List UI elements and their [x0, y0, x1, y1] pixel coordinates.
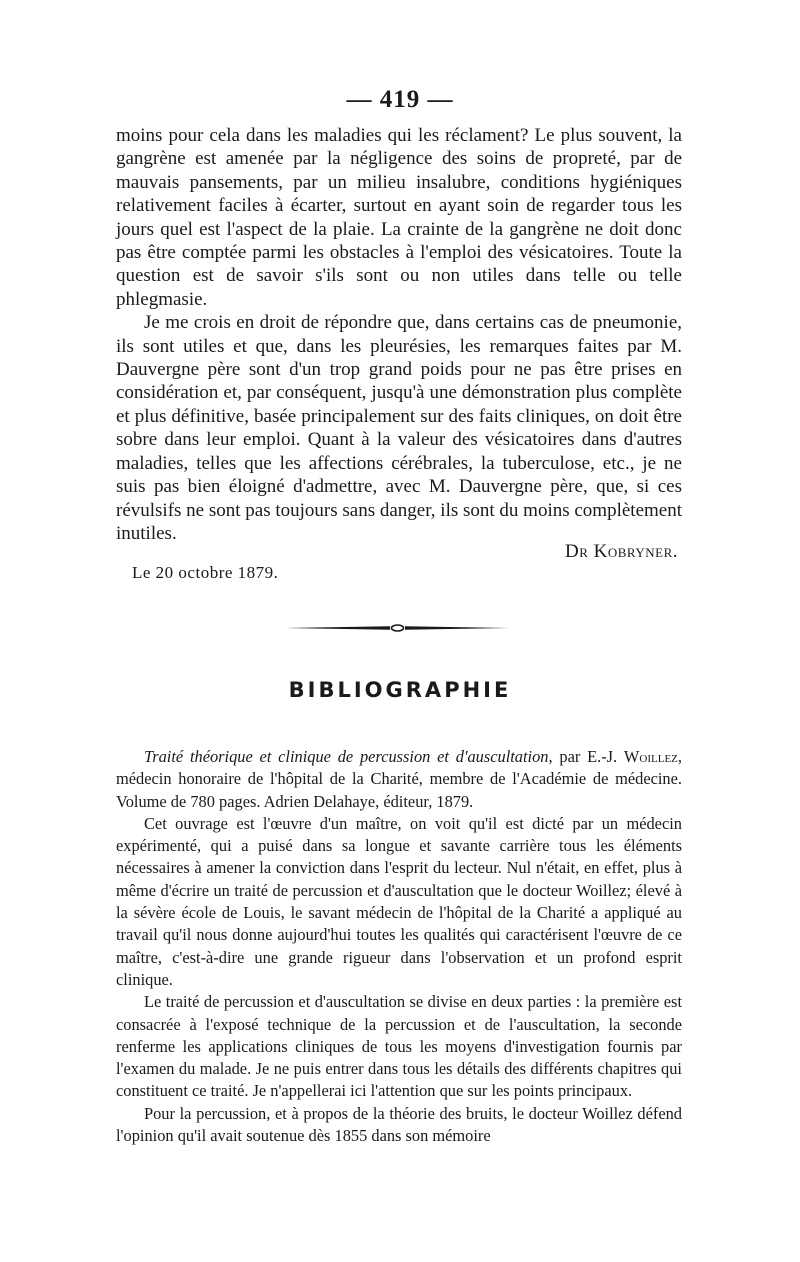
section-heading: BIBLIOGRAPHIE [288, 678, 512, 702]
paragraph: Le traité de percussion et d'auscultation se divise en deux parties : la première est consacrée à l'exposé technique de la percussion et de l'auscultation, la seconde renferme les applications cliniques de tous les moyens d'investigation fournis par l'examen du malade. Je ne puis entrer dans tous les détails des différents chapitres qui constituent ce traité. Je n'appellerai ici l'attention que sur les points principaux. [116, 992, 682, 1101]
paragraph: Cet ouvrage est l'œuvre d'un maître, on voit qu'il est dicté par un médecin expérimenté, qui a puisé dans sa longue et savante carrière tous les éléments nécessaires à amener la conviction dans l'esprit du lecteur. Nul n'était, en effet, plus à même d'écrire un traité de percussion et d'auscultation que le docteur Woillez; élevé à la sévère école de Louis, le savant médecin de l'hôpital de la Charité a appliqué au travail qu'il nous donne aujourd'hui toutes les qualités qui caractérisent l'œuvre de ce maître, c'est-à-dire une grande rigueur dans l'observation et un profond esprit clinique. [116, 813, 682, 989]
citation [116, 746, 682, 813]
signature-name: Kobryner. [593, 541, 678, 562]
paragraph: moins pour cela dans les maladies qui les réclament? Le plus souvent, la gangrène est amenée par la négligence des soins de propreté, par de mauvais pansements, par un milieu insalubre, conditions hygiéniques relativement faciles à écarter, surtout en ayant soin de regarder tous les jours quel est l'aspect de la plaie. La crainte de la gangrène ne doit donc pas être comptée parmi les obstacles à l'emploi des vésicatoires. Toute la question est de savoir s'ils sont ou non utiles dans telle ou telle phlegmasie. [116, 125, 682, 310]
article-date: Le 20 octobre 1879. [132, 563, 279, 582]
article-conclusion [116, 124, 682, 545]
citation-by: , par E.-J. [548, 747, 624, 766]
bibliography-entry [116, 746, 682, 1147]
book-title: Traité théorique et clinique de percussion et d'auscultation [144, 747, 549, 766]
book-author: Woillez [623, 747, 678, 766]
citation-details: , médecin honoraire de l'hôpital de la Charité, membre de l'Académie de médecine. Volume de 780 pages. Adrien Delahaye, éditeur, 1879. [116, 747, 682, 811]
paragraph: Pour la percussion, et à propos de la théorie des bruits, le docteur Woillez défend l'opinion qu'il avait soutenue dès 1855 dans son mémoire [116, 1103, 682, 1146]
author-signature [565, 541, 678, 563]
ornamental-divider [285, 624, 510, 632]
page-number: — 419 — [346, 86, 454, 113]
signature-title: Dr [564, 541, 589, 562]
paragraph: Je me crois en droit de répondre que, dans certains cas de pneumonie, ils sont utiles et que, dans les pleurésies, les remarques faites par M. Dauvergne père sont d'un trop grand poids pour ne pas être prises en considération et, par conséquent, jusqu'à une démonstration plus complète et plus définitive, basée principalement sur des faits cliniques, on doit être sobre dans leur emploi. Quant à la valeur des vésicatoires dans d'autres maladies, telles que les affections cérébrales, la tuberculose, etc., je ne suis pas bien éloigné d'admettre, avec M. Dauvergne père, que, si ces révulsifs ne sont pas toujours sans danger, ils sont du moins complètement inutiles. [116, 312, 683, 544]
